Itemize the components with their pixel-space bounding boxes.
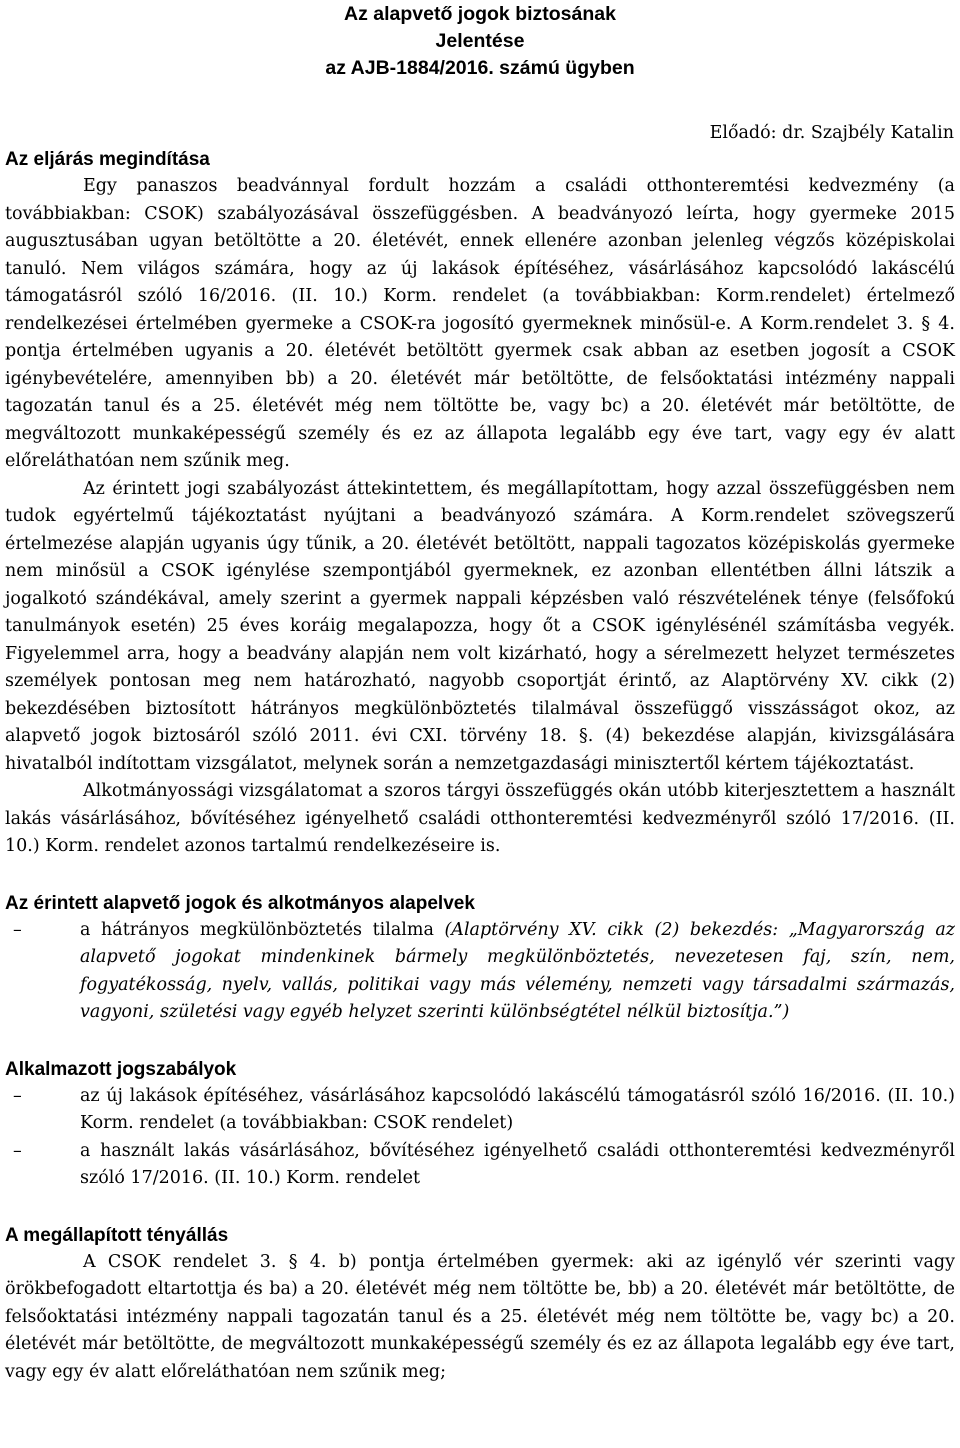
dash-bullet: – (13, 919, 22, 940)
laws-list (5, 1083, 955, 1193)
list-item-text: a hátrányos megkülönböztetés tilalma (80, 919, 445, 940)
list-item (5, 917, 955, 1027)
list-item (5, 1138, 955, 1193)
list-item-text: az új lakások építéséhez, vásárlásához kapcsolódó lakáscélú támogatásról szóló 16/2016. (II. 10.) Korm. rendelet (a továbbiakban: CSOK rendelet) (80, 1085, 955, 1133)
dash-bullet: – (13, 1085, 22, 1106)
document-title (0, 0, 960, 82)
paragraph: Alkotmányossági vizsgálatomat a szoros tárgyi összefüggés okán utóbb kiterjesztettem a használt lakás vásárlásához, bővítéséhez igényelhető családi otthonteremtési kedvezményről szóló 17/2016. (II. 10.) Korm. rendelet azonos tartalmú rendelkezéseire is. (5, 781, 955, 856)
dash-bullet: – (13, 1140, 22, 1161)
paragraph: A CSOK rendelet 3. § 4. b) pontja értelmében gyermek: aki az igénylő vér szerinti vagy örökbefogadott eltartottja és ba) a 20. életévét még nem töltötte be, bb) a 20. életévét már betöltötte, de felsőoktatási intézmény nappali tagozatán tanul és a 25. életévét még nem töltötte be, vagy bc) a 20. életévét már betöltötte, de megváltozott munkaképességű személy és ez az állapota legalább egy éve tart, vagy egy év alatt előreláthatóan nem szűnik meg; (5, 1251, 955, 1382)
section-heading-initiation: Az eljárás megindítása (5, 149, 210, 170)
list-item (5, 1083, 955, 1138)
section-heading-facts: A megállapított tényállás (5, 1224, 229, 1246)
title-line-2: Jelentése (435, 30, 525, 52)
paragraph: Az érintett jogi szabályozást áttekintettem, és megállapítottam, hogy azzal összefüggésben nem tudok egyértelmű tájékoztatást nyújtani a beadványozó számára. A Korm.rendelet szövegszerű értelmezése alapján ugyanis úgy tűnik, a 20. életévét betöltött, nappali tagozatos középiskolás gyermeke nem minősül a CSOK igénylése szempontjából gyermeknek, ez azonban ellentétben állni látszik a jogalkotó szándékával, amely szerint a gyermek nappali képzésben való részvételének ténye (felsőfokú tanulmányok esetén) 25 éves koráig megalapozza, hogy őt a CSOK igénylésénél számításba vegyék. Figyelemmel arra, hogy a beadvány alapján nem volt kizárható, hogy a sérelmezett helyzet természetes személyek pontosan meg nem határozható, nagyobb csoportját érintő, az Alaptörvény XV. cikk (2) bekezdésében biztosított hátrányos megkülönböztetés tilalmával összefüggő visszásságot okoz, az alapvető jogok biztosáról szóló 2011. évi CXI. törvény 18. §. (4) bekezdése alapján, kivizsgálására hivatalból indítottam vizsgálatot, melynek során a nemzetgazdasági minisztertől kértem tájékoztatást. (5, 478, 955, 774)
document-body (0, 147, 960, 1386)
section-heading-laws: Alkalmazott jogszabályok (5, 1058, 237, 1080)
list-item-quote: (Alaptörvény XV. cikk (2) bekezdés: „Magyarország az alapvető jogokat mindenkinek bármely megkülönböztetés, nevezetesen faj, szín, nem, fogyatékosság, nyelv, vallás, politikai vagy más vélemény, nemzeti vagy társadalmi származás, vagyoni, születési vagy egyéb helyzet szerinti különbségtétel nélkül biztosítja.”) (80, 919, 955, 1022)
section-heading-rights: Az érintett alapvető jogok és alkotmányos alapelvek (5, 892, 475, 914)
title-line-1: Az alapvető jogok biztosának (344, 3, 616, 25)
paragraph: Egy panaszos beadvánnyal fordult hozzám a családi otthonteremtési kedvezmény (a továbbiakban: CSOK) szabályozásával összefüggésben. A beadványozó leírta, hogy gyermeke 2015 augusztusában ugyan betöltötte a 20. életévét, ennek ellenére azonban jelenleg végzős középiskolai tanuló. Nem világos számára, hogy az új lakások építéséhez, vásárlásához kapcsolódó lakáscélú támogatásról szóló 16/2016. (II. 10.) Korm. rendelet (a továbbiakban: Korm.rendelet) értelmező rendelkezései értelmében gyermeke a CSOK-ra jogosító gyermeknek minősül-e. A Korm.rendelet 3. § 4. pontja értelmében ugyanis a 20. életévét betöltött gyermek csak abban az esetben jogosít a CSOK igénybevételére, amennyiben bb) a 20. életévét már betöltötte, de felsőoktatási intézmény nappali tagozatán tanul és a 25. életévét még nem töltötte be, vagy bc) a 20. életévét már betöltötte, de megváltozott munkaképességű személy és ez az állapota legalább egy éve tart, vagy egy év alatt előreláthatóan nem szűnik meg. (5, 176, 955, 471)
title-line-3: az AJB-1884/2016. számú ügyben (325, 57, 635, 79)
list-item-text: a használt lakás vásárlásához, bővítéséhez igényelhető családi otthonteremtési kedvezményről szóló 17/2016. (II. 10.) Korm. rendelet (80, 1140, 955, 1188)
rights-list (5, 917, 955, 1027)
rapporteur: Előadó: dr. Szajbély Katalin (709, 123, 954, 143)
